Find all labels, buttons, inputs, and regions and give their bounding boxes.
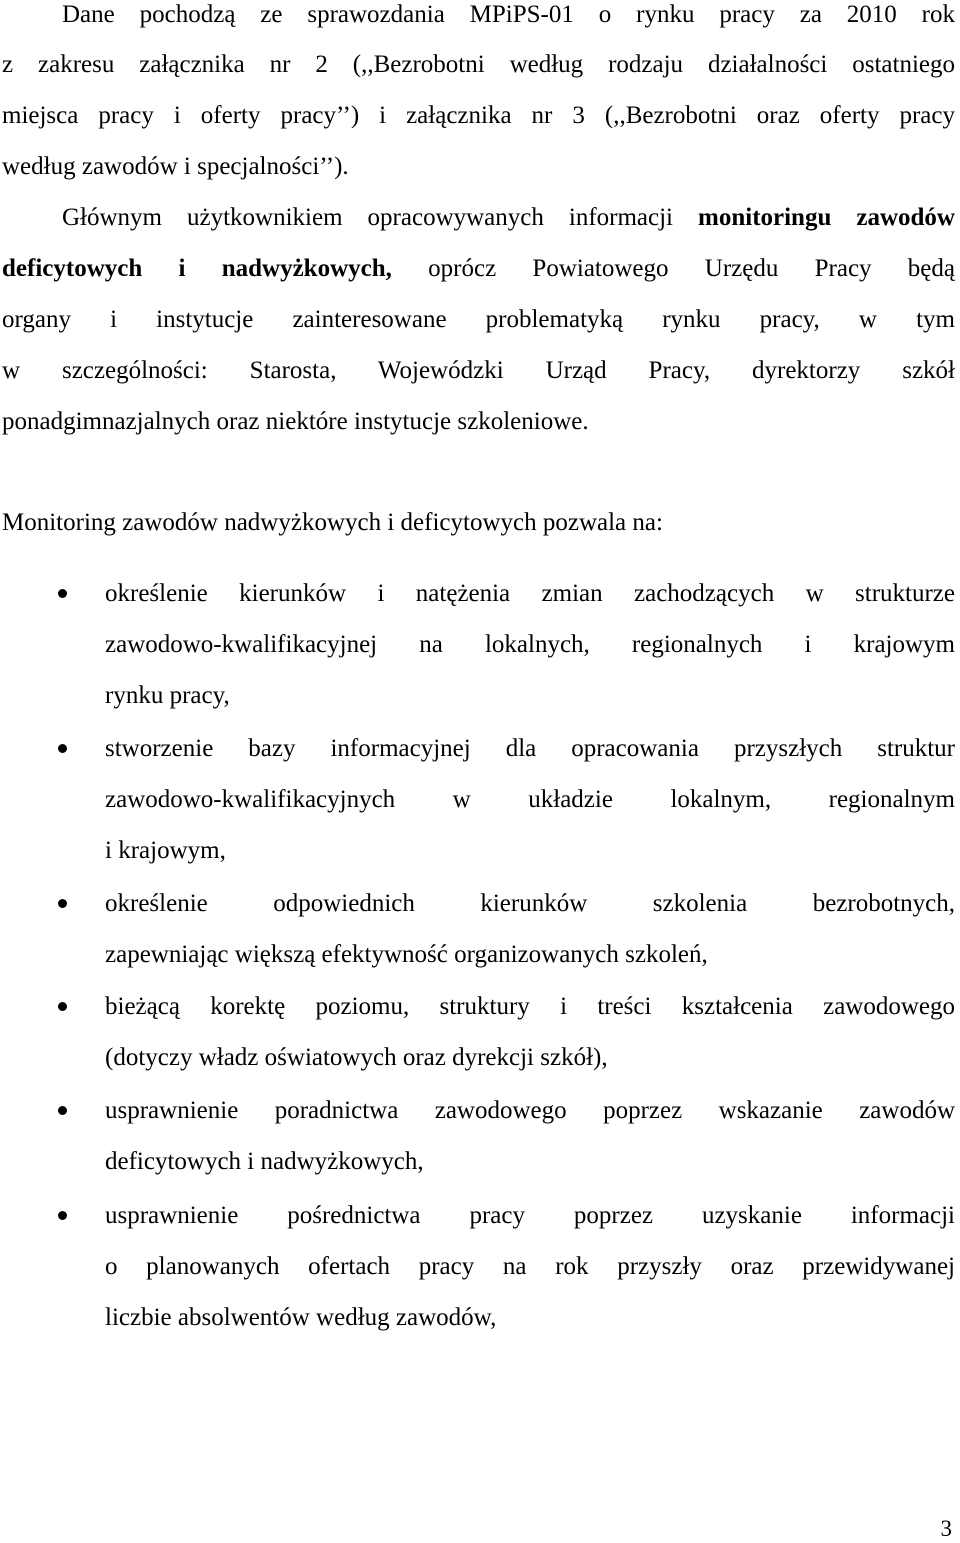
users-line-2 — [2, 254, 955, 284]
users-line-1-emphasis: monitoringu zawodów — [698, 204, 955, 231]
bullet-2-line-3: i krajowym, — [105, 837, 226, 864]
bullet-2-line-1: stworzenie bazy informacyjnej dla opracowania przyszłych struktur — [105, 735, 955, 762]
bullet-3-line-2: zapewniając większą efektywność organizowanych szkoleń, — [105, 941, 708, 968]
users-line-3: organy i instytucje zainteresowane problematyką rynku pracy, w tym — [2, 306, 955, 333]
monitoring-intro: Monitoring zawodów nadwyżkowych i deficytowych pozwala na: — [2, 509, 663, 536]
bullet-dot-3 — [58, 899, 67, 908]
bullet-5-line-1: usprawnienie poradnictwa zawodowego poprzez wskazanie zawodów — [105, 1097, 955, 1124]
users-line-1-text: Głównym użytkownikiem opracowywanych informacji — [62, 204, 699, 231]
bullet-6-line-1: usprawnienie pośrednictwa pracy poprzez uzyskanie informacji — [105, 1202, 955, 1229]
bullet-dot-2 — [58, 744, 67, 753]
users-line-2-text: oprócz Powiatowego Urzędu Pracy będą — [391, 255, 955, 282]
users-line-2-emphasis: deficytowych i nadwyżkowych, — [2, 255, 392, 282]
intro-line-2: z zakresu załącznika nr 2 (,,Bezrobotni według rodzaju działalności ostatniego — [2, 51, 955, 78]
page-number: 3 — [940, 1516, 952, 1541]
intro-line-3: miejsca pracy i oferty pracy’’) i załącznika nr 3 (,,Bezrobotni oraz oferty pracy — [2, 102, 955, 129]
bullet-1-line-1: określenie kierunków i natężenia zmian zachodzących w strukturze — [105, 580, 955, 607]
intro-line-1: Dane pochodzą ze sprawozdania MPiPS-01 o rynku pracy za 2010 rok — [62, 1, 955, 28]
bullet-3-line-1: określenie odpowiednich kierunków szkolenia bezrobotnych, — [105, 890, 955, 917]
bullet-dot-4 — [58, 1002, 67, 1011]
users-line-4: w szczególności: Starosta, Wojewódzki Urząd Pracy, dyrektorzy szkół — [2, 357, 955, 384]
users-line-1 — [62, 203, 955, 233]
bullet-4-line-1: bieżącą korektę poziomu, struktury i treści kształcenia zawodowego — [105, 993, 955, 1020]
bullet-1-line-3: rynku pracy, — [105, 682, 230, 709]
bullet-6-line-3: liczbie absolwentów według zawodów, — [105, 1304, 497, 1331]
bullet-dot-1 — [58, 589, 67, 598]
bullet-1-line-2: zawodowo-kwalifikacyjnej na lokalnych, regionalnych i krajowym — [105, 631, 955, 658]
bullet-dot-6 — [58, 1211, 67, 1220]
bullet-dot-5 — [58, 1106, 67, 1115]
bullet-5-line-2: deficytowych i nadwyżkowych, — [105, 1148, 424, 1175]
bullet-4-line-2: (dotyczy władz oświatowych oraz dyrekcji szkół), — [105, 1044, 608, 1071]
bullet-2-line-2: zawodowo-kwalifikacyjnych w układzie lokalnym, regionalnym — [105, 786, 955, 813]
intro-line-4: według zawodów i specjalności’’). — [2, 153, 349, 180]
bullet-6-line-2: o planowanych ofertach pracy na rok przyszły oraz przewidywanej — [105, 1253, 955, 1280]
users-line-5: ponadgimnazjalnych oraz niektóre instytucje szkoleniowe. — [2, 408, 589, 435]
